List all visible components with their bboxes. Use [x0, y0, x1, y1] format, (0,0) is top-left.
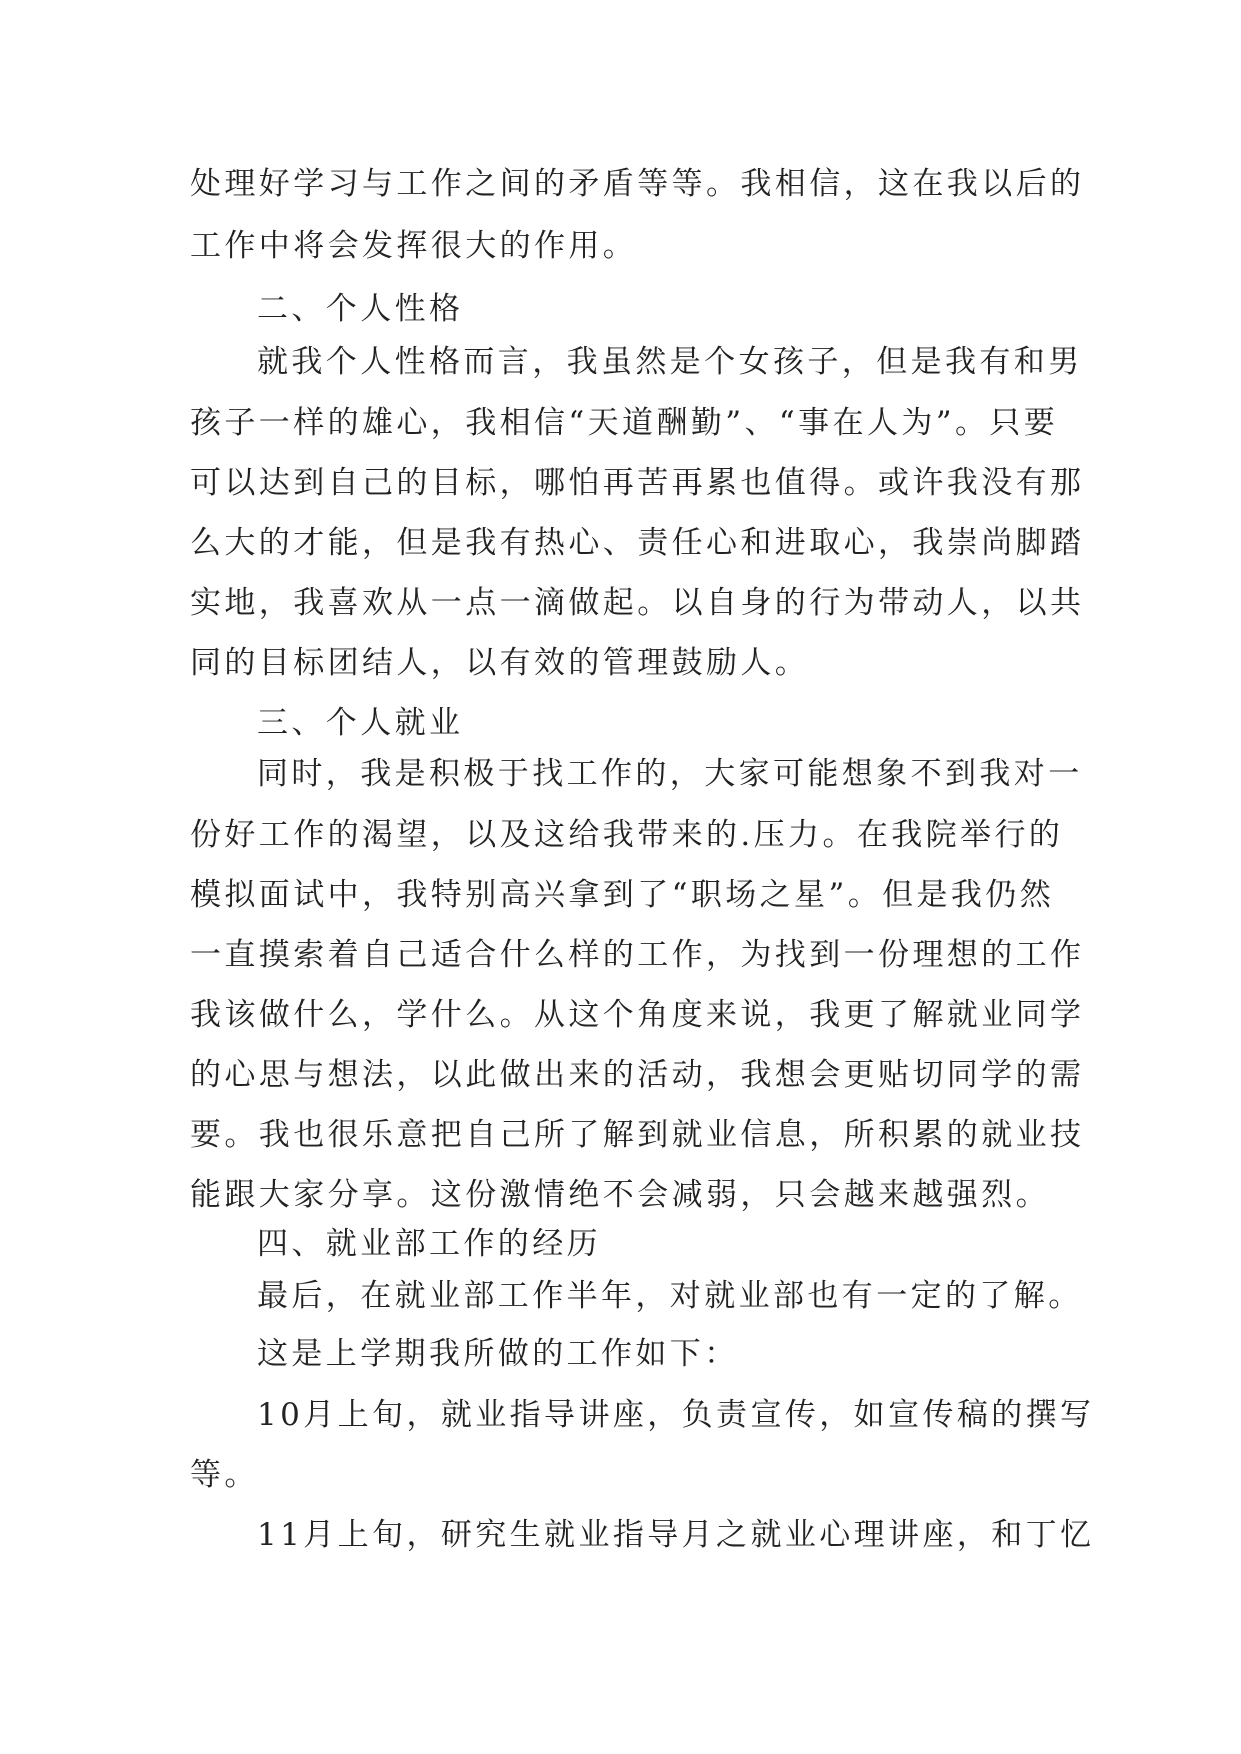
body-text-line: 么大的才能，但是我有热心、责任心和进取心，我崇尚脚踏: [190, 525, 1085, 561]
body-text-line: 孩子一样的雄心，我相信“天道酬勤”、“事在人为”。只要: [190, 405, 1059, 441]
body-text-line: 模拟面试中，我特别高兴拿到了“职场之星”。但是我仍然: [190, 877, 1055, 913]
body-text-line: 等。: [190, 1457, 259, 1493]
paragraph-first-line: 这是上学期我所做的工作如下：: [257, 1336, 739, 1372]
body-text-line: 处理好学习与工作之间的矛盾等等。我相信，这在我以后的: [190, 166, 1085, 202]
body-text-line: 一直摸索着自己适合什么样的工作，为找到一份理想的工作: [190, 937, 1085, 973]
body-text-line: 工作中将会发挥很大的作用。: [190, 228, 638, 264]
body-text-line: 要。我也很乐意把自己所了解到就业信息，所积累的就业技: [190, 1117, 1085, 1153]
paragraph-first-line: 就我个人性格而言，我虽然是个女孩子，但是我有和男: [257, 344, 1083, 380]
body-text-line: 我该做什么，学什么。从这个角度来说，我更了解就业同学: [190, 997, 1085, 1033]
body-text-line: 能跟大家分享。这份激情绝不会减弱，只会越来越强烈。: [190, 1177, 1050, 1213]
body-text-line: 份好工作的渴望，以及这给我带来的.压力。在我院举行的: [190, 817, 1064, 853]
section-heading: 二、个人性格: [257, 291, 464, 327]
paragraph-first-line: 同时，我是积极于找工作的，大家可能想象不到我对一: [257, 756, 1083, 792]
body-text-line: 可以达到自己的目标，哪怕再苦再累也值得。或许我没有那: [190, 465, 1085, 501]
body-text-line: 实地，我喜欢从一点一滴做起。以自身的行为带动人，以共: [190, 585, 1085, 621]
paragraph-first-line: 最后，在就业部工作半年，对就业部也有一定的了解。: [257, 1278, 1083, 1314]
section-heading: 三、个人就业: [257, 705, 464, 741]
paragraph-first-line: 10月上旬，就业指导讲座，负责宣传，如宣传稿的撰写: [257, 1397, 1095, 1433]
body-text-line: 同的目标团结人，以有效的管理鼓励人。: [190, 645, 810, 681]
paragraph-first-line: 11月上旬，研究生就业指导月之就业心理讲座，和丁忆: [257, 1517, 1095, 1553]
section-heading: 四、就业部工作的经历: [257, 1226, 601, 1262]
body-text-line: 的心思与想法，以此做出来的活动，我想会更贴切同学的需: [190, 1057, 1085, 1093]
